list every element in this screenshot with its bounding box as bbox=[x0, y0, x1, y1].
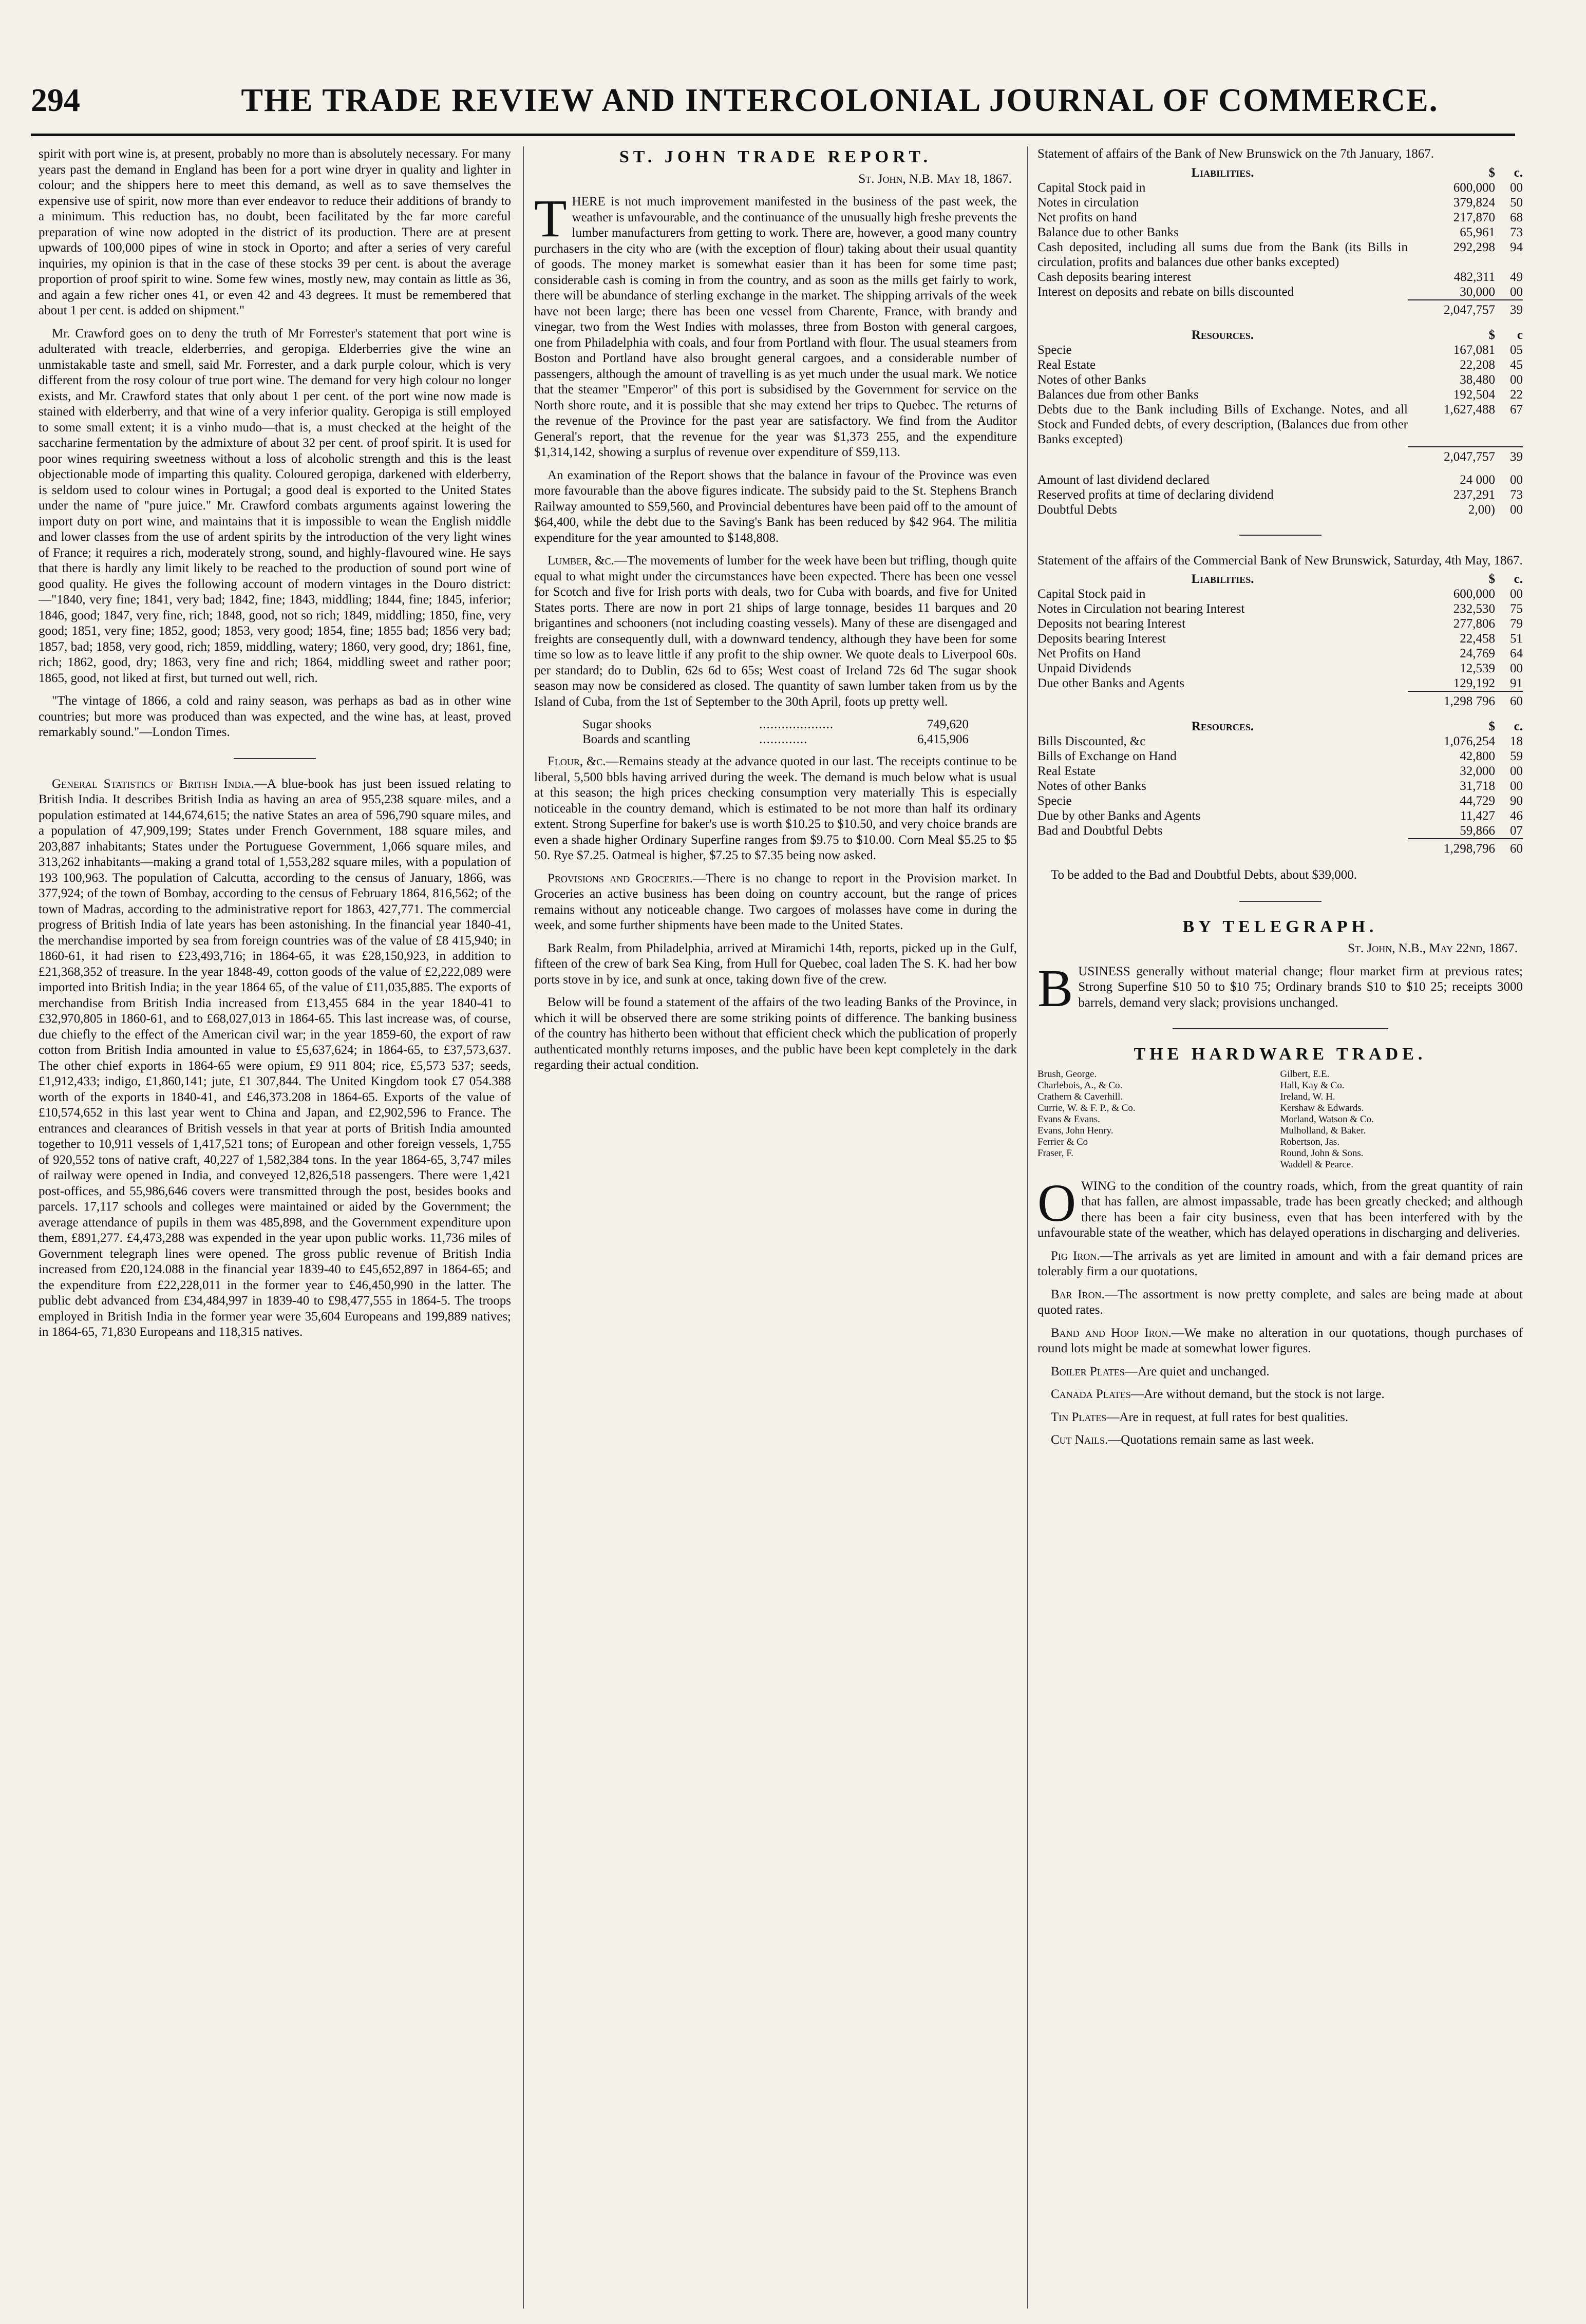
column-3 bbox=[1037, 146, 1523, 2309]
merchant-name: Robertson, Jas. bbox=[1280, 1136, 1340, 1147]
column-1 bbox=[39, 146, 511, 2309]
row-label: Interest on deposits and rebate on bills discounted bbox=[1037, 285, 1294, 299]
article-paragraph: Below will be found a statement of the affairs of the two leading Banks of the Province, in which it will be observed there are some striking points of difference. The banking business of the country has hitherto been without that efficient check which the publication of properly authenticated monthly returns imposes, and the public have been kept completely in the dark regarding their actual condition. bbox=[534, 995, 1017, 1072]
bar-iron-paragraph: Bar Iron.—The assortment is now pretty complete, and sales are being made at about quoted rates. bbox=[1037, 1287, 1523, 1317]
cut-nails-paragraph: Cut Nails.—Quotations remain same as last week. bbox=[1051, 1433, 1314, 1447]
article-paragraph: Bark Realm, from Philadelphia, arrived at Miramichi 14th, reports, picked up in the Gulf, fifteen of the crew of bark Sea King, from Hull for Quebec, coal laden The S. K. had her bow ports stove in by ice, and sunk at once, taking down five of the crew. bbox=[534, 941, 1017, 987]
merchant-name: Ferrier & Co bbox=[1037, 1136, 1088, 1147]
band-iron-paragraph: Band and Hoop Iron.—We make no alteration in our quotations, though purchases of round lots might be made at somewhat lower figures. bbox=[1037, 1326, 1523, 1355]
row-label: Specie bbox=[1037, 794, 1072, 808]
row-amount: 65,961 bbox=[1460, 225, 1495, 239]
row-label: Capital Stock paid in bbox=[1037, 180, 1146, 195]
table-row bbox=[1037, 195, 1523, 210]
table-row bbox=[1037, 473, 1523, 487]
table-row bbox=[1037, 270, 1523, 285]
row-amount: 1,627,488 bbox=[1444, 402, 1495, 417]
row-label: Amount of last dividend declared bbox=[1037, 473, 1210, 487]
row-label: Deposits bearing Interest bbox=[1037, 632, 1166, 646]
total-row: 2,047,757 39 bbox=[1037, 447, 1523, 464]
row-amount: 1,076,254 bbox=[1444, 734, 1495, 748]
table-row bbox=[1037, 823, 1523, 839]
hardware-merchant-list bbox=[1037, 1069, 1523, 1170]
row-cents: 00 bbox=[1510, 473, 1523, 487]
row-label: Real Estate bbox=[1037, 357, 1096, 372]
row-amount: 2,00) bbox=[1468, 502, 1495, 517]
merchant-list-left bbox=[1037, 1069, 1280, 1170]
row-label: Net Profits on Hand bbox=[1037, 647, 1141, 660]
row-cents: 91 bbox=[1510, 676, 1523, 690]
table-row bbox=[1037, 808, 1523, 823]
table-row bbox=[1037, 343, 1523, 357]
row-amount: 600,000 bbox=[1453, 180, 1495, 195]
report-intro: THERE is not much improvement manifested in the business of the past week, the weather is unfavourable, and the continuance of the unusually high freshe prevents the lumber manufacturers from getting to work. There are, however, a good many country purchasers in the city who are (with the exception of flour) taking about their usual quantity of goods. The money market is somewhat easier than it has been for some time past; considerable cash is coming in from the country, and as soon as the mills get fairly to work, there will be abundance of sterling exchange in the market. The shipping arrivals of the week have not been large; there has been one vessel from Charente, France, with brandy and vinegar, two from the West Indies with molasses, three from Boston with general cargoes, one from Philadelphia with coals, and four from Portland with flour. The usual steamers from Boston and Portland have also brought general cargoes, and a considerable number of passengers, although the amount of travelling is as yet much under the usual mark. We notice that the steamer "Emperor" of this port is subsidised by the Government for service on the North shore route, and it is possible that she may extend her trips to Quebec. The returns of the revenue of the Province for the past year are satisfactory. We find from the Auditor General's report, that the revenue for the year was $1,373 255, and the expenditure $1,314,142, showing a surplus of revenue over expenditure of $59,113. bbox=[534, 189, 1017, 459]
row-label: Notes in circulation bbox=[1037, 195, 1139, 210]
section-divider bbox=[1173, 1028, 1388, 1029]
row-cents: 59 bbox=[1510, 749, 1523, 763]
merchant-name: Kershaw & Edwards. bbox=[1280, 1102, 1364, 1113]
merchant-name: Brush, George. bbox=[1037, 1068, 1097, 1080]
merchant-name: Waddell & Pearce. bbox=[1280, 1159, 1353, 1170]
row-cents: 46 bbox=[1510, 809, 1523, 823]
row-label: Bills of Exchange on Hand bbox=[1037, 749, 1177, 763]
table-row bbox=[1037, 631, 1523, 646]
row-cents: 49 bbox=[1510, 270, 1523, 284]
row-cents: 07 bbox=[1510, 824, 1523, 838]
merchant-name: Ireland, W. H. bbox=[1280, 1091, 1335, 1102]
row-cents: 00 bbox=[1510, 372, 1523, 387]
row-label: Deposits not bearing Interest bbox=[1037, 617, 1186, 631]
table-row bbox=[1037, 180, 1523, 195]
total-row: 1,298 796 60 bbox=[1037, 691, 1523, 709]
drop-cap: T bbox=[534, 189, 567, 248]
merchant-name: Mulholland, & Baker. bbox=[1280, 1125, 1366, 1136]
dateline: St. John, N.B. May 18, 1867. bbox=[858, 172, 1012, 186]
row-cents: 64 bbox=[1510, 647, 1523, 660]
table-row bbox=[1037, 402, 1523, 447]
row-cents: 94 bbox=[1510, 240, 1523, 254]
column-rule bbox=[1027, 146, 1028, 2309]
table-header-row: Resources. $ c. bbox=[1191, 720, 1523, 733]
row-label: Doubtful Debts bbox=[1037, 502, 1117, 517]
row-amount: 31,718 bbox=[1460, 779, 1495, 793]
table-row bbox=[1037, 285, 1523, 300]
merchant-name: Evans, John Henry. bbox=[1037, 1125, 1113, 1136]
table-row: Boards and scantling ............. 6,415,906 bbox=[582, 732, 969, 746]
row-amount: 277,806 bbox=[1453, 617, 1495, 631]
table-row: Sugar shooks .................... 749,620 bbox=[582, 717, 969, 731]
statistics-paragraph bbox=[39, 777, 511, 1340]
section-divider bbox=[1239, 901, 1321, 902]
table-row bbox=[1037, 734, 1523, 749]
table-row bbox=[1037, 616, 1523, 631]
row-label: Due other Banks and Agents bbox=[1037, 676, 1185, 690]
provisions-paragraph: Provisions and Groceries.—There is no change to report in the Provision market. In Groceries an active business has been doing on country account, but the range of prices remains without any noticeable change. Two cargoes of molasses have come in during the week, and some further shipments have been made to the United States. bbox=[534, 871, 1017, 932]
section-divider bbox=[234, 758, 316, 759]
row-amount: 11,427 bbox=[1460, 809, 1495, 823]
row-cents: 50 bbox=[1510, 195, 1523, 210]
lumber-quantities-table bbox=[582, 717, 969, 747]
bank-statement-table bbox=[1037, 572, 1523, 856]
lumber-paragraph: Lumber, &c.—The movements of lumber for the week have been but trifling, though quite equal to what might under the circumstances have been expected. There has been one vessel for Scotch and five for Irish ports with deals, two for Cuba with boards, and five for United States ports. There are now in port 21 ships of large tonnage, besides 11 barques and 20 brigantines and schooners (not including coasting vessels). Many of these are disengaged and freights are consequently dull, with a downward tendency, although they have been for some time so low as to leave little if any profit to the ship owner. We quote deals to Liverpool 60s. per standard; do to Dublin, 62s 6d to 65s; West coast of Ireland 72s 6d The sugar shook season may now be considered as closed. The quantity of sawn lumber taken from us by the Island of Cuba, from the 1st of September to the 30th April, foots up pretty well. bbox=[534, 554, 1017, 709]
row-amount: 22,458 bbox=[1460, 632, 1495, 646]
table-row bbox=[1037, 764, 1523, 779]
row-label: Due by other Banks and Agents bbox=[1037, 809, 1201, 823]
statement-title: Statement of the affairs of the Commercial Bank of New Brunswick, Saturday, 4th May, 1867. bbox=[1037, 553, 1523, 568]
journal-title: THE TRADE REVIEW AND INTERCOLONIAL JOURNAL OF COMMERCE. bbox=[241, 82, 1439, 118]
row-cents: 00 bbox=[1510, 779, 1523, 793]
table-row bbox=[1037, 225, 1523, 240]
bank-statement-table bbox=[1037, 165, 1523, 517]
row-amount: 42,800 bbox=[1460, 749, 1495, 763]
row-cents: 51 bbox=[1510, 632, 1523, 646]
article-paragraph: "The vintage of 1866, a cold and rainy season, was perhaps as bad as in other wine countries; but more was produced than was expected, and the wine has, at least, proved remarkably sound."—London Times. bbox=[39, 694, 511, 739]
merchant-name: Round, John & Sons. bbox=[1280, 1147, 1364, 1159]
section-heading: BY TELEGRAPH. bbox=[1182, 917, 1378, 936]
row-amount: 292,298 bbox=[1453, 240, 1495, 254]
row-label: Bills Discounted, &c bbox=[1037, 734, 1146, 748]
row-cents: 45 bbox=[1510, 357, 1523, 372]
row-cents: 73 bbox=[1510, 487, 1523, 502]
page-number: 294 bbox=[31, 82, 80, 118]
table-row bbox=[1037, 210, 1523, 225]
table-row bbox=[1037, 646, 1523, 661]
article-paragraph: An examination of the Report shows that the balance in favour of the Province was even more favourable than the above figures indicate. The subsidy paid to the St. Stephens Branch Railway amounted to $59,560, and Provincial debentures have been paid off to the amount of $64,400, while the debt due to the Saving's Bank has been reduced by $42 964. The militia expenditure for the year amounted to $148,808. bbox=[534, 468, 1017, 545]
row-amount: 44,729 bbox=[1460, 794, 1495, 808]
row-label: Capital Stock paid in bbox=[1037, 587, 1146, 601]
row-label: Notes of other Banks bbox=[1037, 779, 1146, 793]
row-label: Balances due from other Banks bbox=[1037, 387, 1199, 402]
row-amount: 600,000 bbox=[1453, 587, 1495, 601]
telegraph-body: BUSINESS generally without material change; flour market firm at previous rates; Strong Superfine $10 50 to $10 75; Ordinary brands $10 to $10 25; receipts 3000 barrels, demand very slack; provisions unchanged. bbox=[1037, 958, 1523, 1018]
row-cents: 90 bbox=[1510, 794, 1523, 808]
total-row: 1,298,796 60 bbox=[1037, 839, 1523, 856]
page-header bbox=[31, 77, 1515, 136]
table-row bbox=[1037, 749, 1523, 764]
statistics-body: —A blue-book has just been issued relating to British India. It describes British India as having an area of 955,238 square miles, and a population estimated at 144,674,615; the native States an area of 596,790 square miles, and a population of 47,909,199; States under French Government, 188 square miles, and 203,887 inhabitants; States under the Portuguese Government, 1,066 square miles, and 313,262 inhabitants—making a grand total of 1,553,282 square miles, with a population of 193 100,963. The population of Calcutta, according to the census of January, 1866, was 377,924; of the town of Bombay, according to the census of February 1864, 816,562; of the town of Madras, according to the administrative report for 1863, 427,771. The commercial progress of British India of late years has been astonishing. In the financial year 1840-41, the merchandise imported by sea from foreign countries was of the value of £8 415,940; in 1860-61, it had risen to £23,493,716; in 1864-65, it was £28,150,923, in addition to £21,368,352 of treasure. In the year 1848-49, cotton goods of the value of £2,222,089 were imported into British India; in the year 1864 65, of the value of £11,035,885. The exports of merchandise from British India increased from £13,455 684 in the year 1840-41 to £32,970,805 in 1860-61, and to £68,027,013 in 1864-65. This last increase was, of course, due chiefly to the effect of the American civil war; in the year 1859-60, the export of raw cotton from British India amounted in value to £5,637,624; in 1864-65, to £37,573,637. The other chief exports in 1864-65 were opium, £9 911 804; rice, £5,573 537; seeds, £1,912,433; indigo, £1,860,141; jute, £1 307,844. The United Kingdom took £7 054.388 worth of the exports in 1840-41, and £46,373.208 in 1864-65. Exports of the value of £10,574,652 in this last year went to China and Japan, and £2,902,596 to France. The entrances and clearances of British vessels in that year at ports of British India amounted together to 10,911 vessels of 1,417,521 tons; of European and other foreign vessels, 1,755 of 920,552 tons of native craft, 40,227 of 1,582,384 tons. In the year 1864-65, 3,747 miles of railway were opened in India, and conveyed 12,826,518 passengers. There were 1,421 post-offices, and 55,986,646 covers were transmitted through the post, besides books and parcels. 17,117 schools and colleges were maintained or aided by the Government; the average attendance of pupils in them was 485,898, and the Government expenditure upon them, £891,277. £4,473,288 was expended in the year upon public works. 11,736 miles of Government telegraph lines were opened. The gross public revenue of British India increased from £20,124.088 in the financial year 1839-40 to £45,652,897 in 1864-65; and the expenditure from £22,228,011 in the former year to £46,450,990 in the latter. The public debt advanced from £34,484,997 in 1839-40 to £98,477,555 in 1864-5. The troops employed in British India in the former year were 35,604 Europeans and 199,889 natives; in 1864-65, 71,830 Europeans and 118,315 natives. bbox=[39, 777, 511, 1339]
row-label: Notes of other Banks bbox=[1037, 372, 1146, 387]
row-label: Balance due to other Banks bbox=[1037, 225, 1179, 239]
row-label: Net profits on hand bbox=[1037, 210, 1137, 224]
merchant-name: Fraser, F. bbox=[1037, 1147, 1074, 1159]
statement-title: Statement of affairs of the Bank of New Brunswick on the 7th January, 1867. bbox=[1037, 147, 1434, 161]
row-cents: 73 bbox=[1510, 225, 1523, 239]
row-cents: 00 bbox=[1510, 662, 1523, 675]
row-amount: 217,870 bbox=[1453, 210, 1495, 224]
drop-cap: O bbox=[1037, 1173, 1077, 1233]
row-label: Cash deposits bearing interest bbox=[1037, 270, 1192, 284]
row-label: Debts due to the Bank including Bills of Exchange. Notes, and all Stock and Funded debts, of every description, (Balances due from other Banks excepted) bbox=[1037, 402, 1408, 446]
merchant-name: Morland, Watson & Co. bbox=[1280, 1113, 1374, 1125]
drop-cap: B bbox=[1037, 958, 1073, 1018]
section-divider bbox=[1239, 535, 1321, 536]
table-header-row: Liabilities. $ c. bbox=[1191, 572, 1523, 586]
row-amount: 129,192 bbox=[1453, 676, 1495, 690]
row-amount: 30,000 bbox=[1460, 285, 1495, 299]
row-amount: 482,311 bbox=[1453, 270, 1495, 284]
table-row bbox=[1037, 676, 1523, 691]
row-label: Reserved profits at time of declaring dividend bbox=[1037, 487, 1274, 502]
row-cents: 18 bbox=[1510, 734, 1523, 748]
row-cents: 68 bbox=[1510, 210, 1523, 224]
row-cents: 00 bbox=[1510, 502, 1523, 517]
merchant-name: Evans & Evans. bbox=[1037, 1113, 1100, 1125]
article-paragraph: spirit with port wine is, at present, probably no more than is absolutely necessary. For many years past the demand in England has been for a port wine dryer in quality and lighter in colour; and the shippers here to meet this demand, as well as to save themselves the expensive use of spirit, now more than ever endeavor to reduce their additions of brandy to a minimum. This reduction has, no doubt, been facilitated by the far more careful preparation of wine now adopted in the district of its production. There are at present upwards of 100,000 pipes of wine in stock in Oporto; and after a series of very careful inquiries, my opinion is that in the case of these stocks 39 per cent. is about the average proportion of proof spirit to wine. Some few wines, mostly new, may contain as little as 36, and again a few richer ones 41, or even 42 and 43 degrees. It must be remembered that about 1 per cent. is added on shipment." bbox=[39, 147, 511, 317]
row-amount: 192,504 bbox=[1453, 387, 1495, 402]
dateline: St. John, N.B., May 22nd, 1867. bbox=[1348, 941, 1518, 955]
row-label: Specie bbox=[1037, 343, 1072, 357]
table-row bbox=[1037, 357, 1523, 372]
section-heading: THE HARDWARE TRADE. bbox=[1134, 1045, 1427, 1064]
row-cents: 79 bbox=[1510, 617, 1523, 631]
row-cents: 22 bbox=[1510, 387, 1523, 402]
table-row bbox=[1037, 240, 1523, 270]
row-label: Notes in Circulation not bearing Interest bbox=[1037, 602, 1245, 616]
table-header-row: Resources. $ c bbox=[1191, 328, 1523, 342]
table-row bbox=[1037, 587, 1523, 601]
row-amount: 379,824 bbox=[1453, 195, 1495, 210]
column-rule bbox=[523, 146, 524, 2309]
table-row bbox=[1037, 779, 1523, 793]
table-row bbox=[1037, 372, 1523, 387]
table-row bbox=[1037, 661, 1523, 676]
statement-note: To be added to the Bad and Doubtful Debts, about $39,000. bbox=[1051, 868, 1357, 882]
section-heading: ST. JOHN TRADE REPORT. bbox=[619, 147, 932, 166]
row-cents: 00 bbox=[1510, 587, 1523, 601]
hardware-intro: OWING to the condition of the country roads, which, from the great quantity of rain that has fallen, are almost impassable, trade has been greatly checked; and although there has been a fair city business, even that has been interfered with by the unfavourable state of the weather, which has delayed operations in discharging and deliveries. bbox=[1037, 1173, 1523, 1240]
row-label: Real Estate bbox=[1037, 764, 1096, 778]
merchant-name: Charlebois, A., & Co. bbox=[1037, 1080, 1123, 1091]
row-cents: 00 bbox=[1510, 764, 1523, 778]
merchant-list-right bbox=[1280, 1069, 1523, 1170]
row-cents: 00 bbox=[1510, 285, 1523, 299]
row-cents: 75 bbox=[1510, 602, 1523, 616]
flour-paragraph: Flour, &c.—Remains steady at the advance quoted in our last. The receipts continue to be liberal, 5,500 bbls having arrived during the week. The demand is much below what is usual at this season; the high prices checking consumption very materially This is especially noticeable in the country demand, which is estimated to be not more than half its ordinary extent. Strong Superfine for baker's use is worth $10.25 to $10.50, and very choice brands are even a shade higher Ordinary Superfine ranges from $9.75 to $10.00. Corn Meal $5.25 to $5 50. Rye $7.25. Oatmeal is higher, $7.25 to $7.35 being now asked. bbox=[534, 754, 1017, 862]
row-cents: 05 bbox=[1510, 343, 1523, 357]
table-header-row: Liabilities. $ c. bbox=[1191, 165, 1523, 180]
boiler-plates-paragraph: Boiler Plates—Are quiet and unchanged. bbox=[1051, 1364, 1270, 1378]
row-label: Cash deposited, including all sums due from the Bank (its Bills in circulation, profits and balances due other banks excepted) bbox=[1037, 240, 1408, 269]
row-cents: 67 bbox=[1510, 402, 1523, 417]
column-2 bbox=[534, 146, 1017, 2309]
merchant-name: Hall, Kay & Co. bbox=[1280, 1080, 1345, 1091]
row-amount: 38,480 bbox=[1460, 372, 1495, 387]
row-amount: 59,866 bbox=[1460, 824, 1495, 838]
table-row bbox=[1037, 502, 1523, 517]
row-amount: 32,000 bbox=[1460, 764, 1495, 778]
table-row bbox=[1037, 387, 1523, 402]
table-row bbox=[1037, 487, 1523, 502]
row-label: Bad and Doubtful Debts bbox=[1037, 824, 1163, 838]
tin-plates-paragraph: Tin Plates—Are in request, at full rates for best qualities. bbox=[1051, 1410, 1349, 1424]
canada-plates-paragraph: Canada Plates—Are without demand, but the stock is not large. bbox=[1051, 1387, 1385, 1401]
row-label: Unpaid Dividends bbox=[1037, 662, 1131, 675]
article-paragraph: Mr. Crawford goes on to deny the truth of Mr Forrester's statement that port wine is adulterated with treacle, elderberries, and geropiga. Elderberries give the wine an unmistakable taste and smell, said Mr. Forrester, and a dark purple colour, which is very different from the rosy colour of true port wine. The demand for very high colour no longer exists, and Mr. Crawford states that only about 1 per cent. of the port wine now made is stained with elderberry, and that wine of a very inferior quality. Geropiga is still employed to some small extent; it is a vinho mudo—that is, a must checked at the height of the saccharine fermentation by the admixture of about 32 per cent. of proof spirit. It is used for poor wines requiring sweetness without a loss of alcoholic strength and this is the least objectionable mode of imparting this quality. Coloured geropiga, darkened with elderberry, is seldom used to colour wines in Portugal; a good deal is exported to the United States under the name of "pure juice." Mr. Crawford combats arguments against lowering the import duty on port wine, and maintains that it is impossible to wean the English middle and lower classes from the use of ardent spirits by the introduction of the very light wines of France; it requires a rich, moderately strong, sound, and highly-flavoured wine. He says that there is hardly any limit likely to be reached to the production of sound port wine of good quality. He gives the following account of modern vintages in the Douro district:—"1840, very fine; 1841, very bad; 1842, fine; 1843, middling; 1844, fine; 1845, inferior; 1846, good; 1847, very fine, rich; 1848, good, not so rich; 1849, middling; 1850, fine, very good; 1851, very fine; 1852, good; 1853, very good; 1854, fine; 1855 bad; 1856 very bad; 1857, bad; 1858, very good, rich; 1859, middling, watery; 1860, very good, dry; 1861, fine, rich; 1862, good, dry; 1863, very fine and rich; 1864, middling sweet and rather poor; 1865, good, not liked at first, but turned out well, rich. bbox=[39, 326, 511, 685]
merchant-name: Gilbert, E.E. bbox=[1280, 1068, 1330, 1080]
merchant-name: Crathern & Caverhill. bbox=[1037, 1091, 1123, 1102]
row-amount: 24,769 bbox=[1460, 647, 1495, 660]
row-amount: 24 000 bbox=[1460, 473, 1495, 487]
merchant-name: Currie, W. & F. P., & Co. bbox=[1037, 1102, 1136, 1113]
table-row bbox=[1037, 601, 1523, 616]
row-amount: 232,530 bbox=[1453, 602, 1495, 616]
pig-iron-paragraph: Pig Iron.—The arrivals as yet are limited in amount and with a fair demand prices are tolerably firm a our quotations. bbox=[1037, 1249, 1523, 1278]
statistics-title: General Statistics of British India. bbox=[52, 777, 254, 791]
row-amount: 22,208 bbox=[1460, 357, 1495, 372]
row-amount: 12,539 bbox=[1460, 662, 1495, 675]
table-row bbox=[1037, 793, 1523, 808]
total-row: 2,047,757 39 bbox=[1037, 300, 1523, 317]
row-cents: 00 bbox=[1510, 180, 1523, 195]
row-amount: 167,081 bbox=[1453, 343, 1495, 357]
row-amount: 237,291 bbox=[1453, 487, 1495, 502]
